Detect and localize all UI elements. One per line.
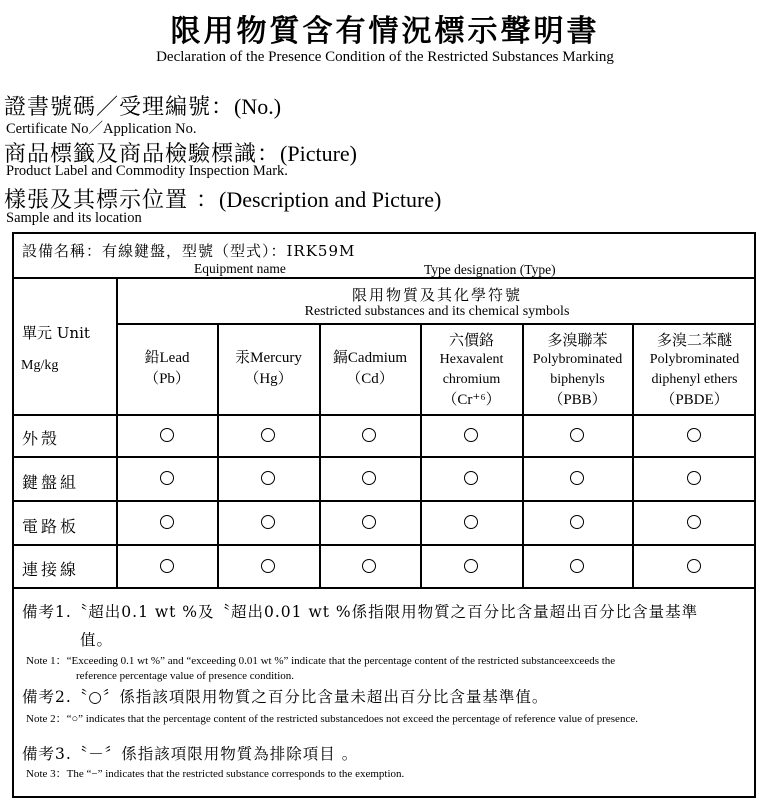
substances-header-en: Restricted substances and its chemical symbols	[304, 304, 570, 319]
sample-location-value: (Description and Picture)	[219, 187, 442, 212]
col-head-hexavalent-chromium: 六價鉻 Hexavalent chromium （Cr⁺⁶）	[439, 331, 504, 408]
sample-location-label: 樣張及其標示位置 ：	[4, 188, 219, 213]
col-head-cadmium: 鎘Cadmium （Cd）	[332, 350, 408, 387]
note-1-en-cont: reference percentage value of presence condition.	[76, 670, 295, 682]
row-label-circuit-board: 電路板	[22, 517, 80, 536]
document-title: 限用物質含有情況標示聲明書	[170, 14, 600, 49]
presence-mark-circle	[160, 559, 174, 573]
rule-after-header	[14, 414, 754, 416]
presence-mark-circle	[362, 428, 376, 442]
presence-mark-circle	[261, 471, 275, 485]
note-2-zh: 備考2.〝○〞係指該項限用物質之百分比含量未超出百分比含量基準值。	[22, 688, 549, 706]
rule-under-substances-header	[116, 323, 754, 325]
presence-mark-circle	[464, 471, 478, 485]
presence-mark-circle	[687, 428, 701, 442]
certificate-no-en: Certificate No／Application No.	[6, 121, 197, 137]
presence-mark-circle	[362, 515, 376, 529]
col-head-mercury: 汞Mercury （Hg）	[235, 350, 302, 387]
presence-mark-circle	[160, 515, 174, 529]
presence-mark-circle	[362, 559, 376, 573]
note-3-zh: 備考3.〝－〞係指該項限用物質為排除項目 。	[22, 745, 359, 763]
rule-row-3	[14, 544, 754, 546]
equipment-line: 設備名稱：有線鍵盤，型號（型式）：IRK59M	[22, 242, 356, 260]
presence-mark-circle	[687, 559, 701, 573]
presence-mark-circle	[687, 515, 701, 529]
rule-after-equipment	[14, 277, 754, 279]
presence-mark-circle	[160, 471, 174, 485]
certificate-no-value: (No.)	[234, 94, 282, 119]
certificate-no-label: 證書號碼／受理編號：	[4, 95, 235, 120]
note-1-zh-cont: 值。	[80, 631, 114, 649]
unit-label: 單元 Unit	[22, 324, 90, 342]
product-label-label: 商品標籤及商品檢驗標識：	[4, 142, 281, 167]
document-subtitle: Declaration of the Presence Condition of the Restricted Substances Marking	[156, 49, 614, 65]
presence-mark-circle	[362, 471, 376, 485]
col-head-pbb: 多溴聯苯 Polybrominated biphenyls （PBB）	[532, 331, 623, 408]
rule-row-4	[14, 587, 754, 589]
presence-mark-circle	[464, 559, 478, 573]
substances-header-zh: 限用物質及其化學符號	[351, 286, 522, 304]
presence-mark-circle	[570, 559, 584, 573]
note-1-en: Note 1：“Exceeding 0.1 wt %” and “exceeding 0.01 wt %” indicate that the percentage content of the restricted substanceexceeds the	[26, 655, 616, 667]
row-label-cable: 連接線	[22, 560, 80, 579]
presence-mark-circle	[570, 471, 584, 485]
rule-row-1	[14, 456, 754, 458]
product-label-value: (Picture)	[280, 141, 357, 166]
presence-mark-circle	[570, 428, 584, 442]
presence-mark-circle	[464, 515, 478, 529]
presence-mark-circle	[160, 428, 174, 442]
col-head-pbde: 多溴二苯醚 Polybrominated diphenyl ethers （PBDE）	[649, 331, 740, 408]
unit-mg-kg: Mg/kg	[21, 358, 59, 373]
col-head-lead: 鉛Lead （Pb）	[144, 350, 190, 387]
presence-mark-circle	[261, 515, 275, 529]
presence-mark-circle	[570, 515, 584, 529]
restricted-substances-table	[12, 232, 756, 798]
presence-mark-circle	[687, 471, 701, 485]
type-designation-en: Type designation (Type)	[424, 262, 556, 277]
row-label-housing: 外殼	[22, 429, 61, 448]
note-3-en: Note 3：The “−” indicates that the restricted substance corresponds to the exemption.	[26, 768, 405, 780]
note-2-en: Note 2：“○” indicates that the percentage content of the restricted substancedoes not exceed the percentage of reference value of presence.	[26, 713, 638, 725]
presence-mark-circle	[261, 559, 275, 573]
rule-row-2	[14, 500, 754, 502]
presence-mark-circle	[261, 428, 275, 442]
note-1-zh: 備考1.〝超出0.1 wt %及〝超出0.01 wt %係指限用物質之百分比含量超出百分比含量基準	[22, 603, 699, 621]
presence-mark-circle	[464, 428, 478, 442]
sample-location-en: Sample and its location	[6, 210, 142, 226]
row-label-keyboard-assembly: 鍵盤組	[22, 473, 80, 492]
col-divider-unit	[116, 278, 118, 588]
equipment-name-en: Equipment name	[194, 261, 286, 276]
product-label-en: Product Label and Commodity Inspection Mark.	[6, 163, 288, 179]
